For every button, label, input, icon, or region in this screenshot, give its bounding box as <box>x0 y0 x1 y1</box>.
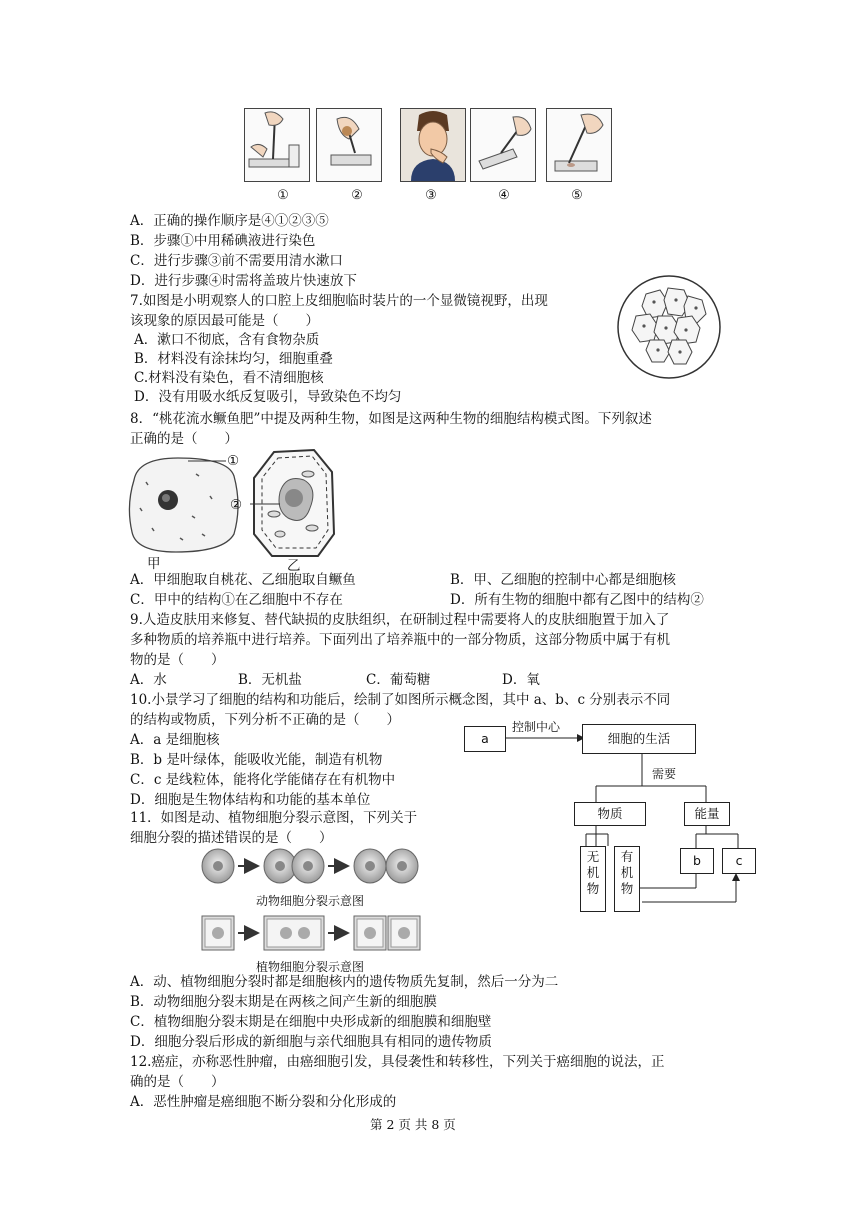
step-2-drawing <box>317 109 381 181</box>
step-label-4: ④ <box>498 188 510 203</box>
q11-stem-line1: 11．如图是动、植物细胞分裂示意图，下列关于 <box>130 810 418 826</box>
concept-box-organic: 有机物 <box>614 846 640 912</box>
step-1-drawing <box>245 109 309 181</box>
microscope-field-figure <box>616 274 722 380</box>
q10-option-d: D．细胞是生物体结构和功能的基本单位 <box>130 792 371 808</box>
concept-box-cell-life: 细胞的生活 <box>582 724 696 754</box>
concept-box-inorganic: 无机物 <box>580 846 606 912</box>
q11-option-c: C．植物细胞分裂末期是在细胞中央形成新的细胞膜和细胞壁 <box>130 1014 492 1030</box>
concept-box-matter: 物质 <box>574 802 646 826</box>
q8-option-c: C．甲中的结构①在乙细胞中不存在 <box>130 592 343 608</box>
step-image-3 <box>400 108 466 182</box>
q7-stem-line2: 该现象的原因最可能是（ ） <box>130 313 319 329</box>
step-4-drawing <box>471 109 535 181</box>
step-3-drawing <box>401 109 465 181</box>
q9-stem-line1: 9.人造皮肤用来修复、替代缺损的皮肤组织，在研制过程中需要将人的皮肤细胞置于加入了 <box>130 612 670 628</box>
animal-division-caption: 动物细胞分裂示意图 <box>256 894 365 908</box>
q10-option-a: A．a 是细胞核 <box>130 732 220 748</box>
q11-stem-line2: 细胞分裂的描述错误的是（ ） <box>130 830 333 846</box>
step-image-1 <box>244 108 310 182</box>
concept-box-a: a <box>464 726 506 752</box>
animal-cell-division-figure <box>200 846 422 888</box>
q8-label-1: ① <box>227 453 240 469</box>
q9-option-a: A．水 <box>130 672 167 688</box>
q9-stem-line3: 物的是（ ） <box>130 652 225 668</box>
concept-box-c: c <box>722 848 756 874</box>
q8-stem-line2: 正确的是（ ） <box>130 431 238 447</box>
q6-option-b: B．步骤①中用稀碘液进行染色 <box>130 233 316 249</box>
q6-option-a: A．正确的操作顺序是④①②③⑤ <box>130 213 329 229</box>
q7-option-d: D．没有用吸水纸反复吸引，导致染色不均匀 <box>134 389 402 405</box>
q9-option-b: B．无机盐 <box>238 672 302 688</box>
q8-option-a: A．甲细胞取自桃花、乙细胞取自鳜鱼 <box>130 572 356 588</box>
q10-option-c: C．c 是线粒体，能将化学能储存在有机物中 <box>130 772 396 788</box>
page-footer: 第 2 页 共 8 页 <box>370 1117 456 1132</box>
q7-stem-line1: 7.如图是小明观察人的口腔上皮细胞临时装片的一个显微镜视野，出现 <box>130 293 548 309</box>
q8-label-2: ② <box>230 497 243 513</box>
q7-option-c: C.材料没有染色，看不清细胞核 <box>134 370 324 386</box>
q8-caption-a: 甲 <box>147 556 161 572</box>
q9-stem-line2: 多种物质的培养瓶中进行培养。下面列出了培养瓶中的一部分物质，这部分物质中属于有机 <box>130 632 670 648</box>
step-label-3: ③ <box>425 188 437 203</box>
q11-option-b: B．动物细胞分裂末期是在两核之间产生新的细胞膜 <box>130 994 437 1010</box>
q10-stem-line1: 10.小景学习了细胞的结构和功能后，绘制了如图所示概念图，其中 a、b、c 分别表示不同 <box>130 692 671 708</box>
q9-option-c: C．葡萄糖 <box>366 672 431 688</box>
concept-box-energy: 能量 <box>684 802 730 826</box>
step-5-drawing <box>547 109 611 181</box>
plant-cell-diagram <box>250 448 338 560</box>
step-image-5 <box>546 108 612 182</box>
step-label-1: ① <box>277 188 289 203</box>
q10-stem-line2: 的结构或物质，下列分析不正确的是（ ） <box>130 712 400 728</box>
concept-box-b: b <box>680 848 714 874</box>
q7-option-b: B．材料没有涂抹均匀，细胞重叠 <box>134 351 333 367</box>
q7-option-a: A．漱口不彻底，含有食物杂质 <box>134 332 320 348</box>
q8-stem-line1: 8．“桃花流水鳜鱼肥”中提及两种生物，如图是这两种生物的细胞结构模式图。下列叙述 <box>130 411 652 427</box>
plant-cell-division-figure <box>200 914 422 954</box>
q11-option-a: A．动、植物细胞分裂时都是细胞核内的遗传物质先复制，然后一分为二 <box>130 974 559 990</box>
step-label-2: ② <box>351 188 363 203</box>
q9-option-d: D．氧 <box>502 672 540 688</box>
step-image-4 <box>470 108 536 182</box>
q12-option-a: A．恶性肿瘤是癌细胞不断分裂和分化形成的 <box>130 1094 397 1110</box>
q8-caption-b: 乙 <box>287 558 301 574</box>
q10-option-b: B．b 是叶绿体，能吸收光能，制造有机物 <box>130 752 383 768</box>
q8-option-d: D．所有生物的细胞中都有乙图中的结构② <box>450 592 704 608</box>
q12-stem-line2: 确的是（ ） <box>130 1074 225 1090</box>
step-label-5: ⑤ <box>571 188 583 203</box>
q6-option-c: C．进行步骤③前不需要用清水漱口 <box>130 253 343 269</box>
concept-label-control-center: 控制中心 <box>512 720 561 734</box>
step-image-2 <box>316 108 382 182</box>
q8-option-b: B．甲、乙细胞的控制中心都是细胞核 <box>450 572 676 588</box>
plant-division-caption: 植物细胞分裂示意图 <box>256 960 365 974</box>
q12-stem-line1: 12.癌症，亦称恶性肿瘤，由癌细胞引发，具侵袭性和转移性，下列关于癌细胞的说法，正 <box>130 1054 665 1070</box>
concept-label-need: 需要 <box>652 767 677 781</box>
q11-option-d: D．细胞分裂后形成的新细胞与亲代细胞具有相同的遗传物质 <box>130 1034 492 1050</box>
q6-option-d: D．进行步骤④时需将盖玻片快速放下 <box>130 273 357 289</box>
